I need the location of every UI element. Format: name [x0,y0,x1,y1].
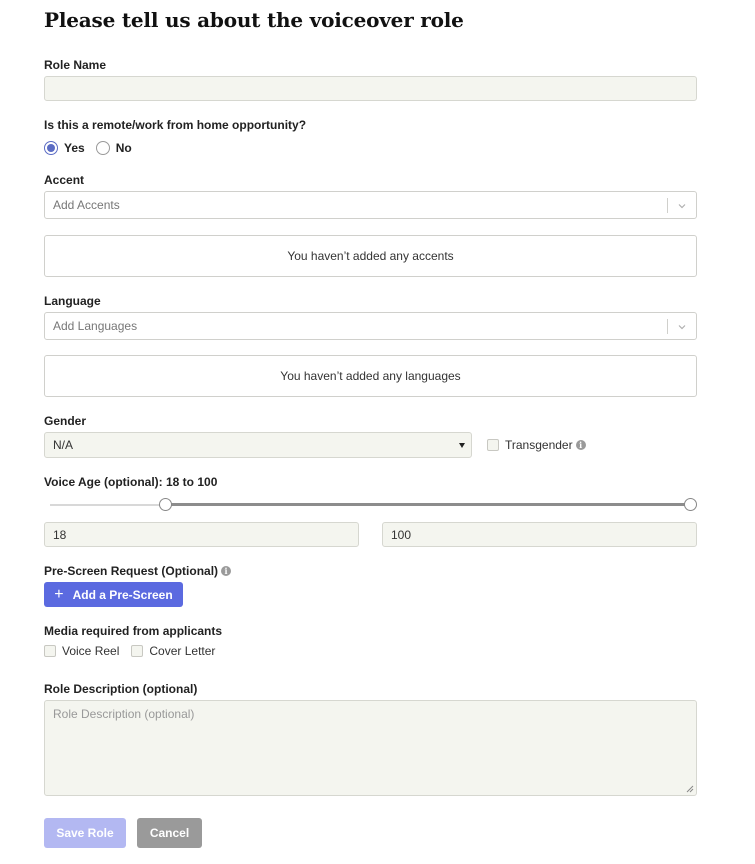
media-label: Media required from applicants [44,624,223,638]
prescreen-label: Pre-Screen Request (Optional) [44,564,219,578]
language-empty-text: You haven’t added any languages [280,369,461,383]
language-empty-state [44,355,697,397]
accent-empty-text: You haven’t added any accents [287,249,454,263]
role-name-label: Role Name [44,58,107,72]
accent-label: Accent [44,173,85,187]
prescreen-label-row [44,564,231,578]
save-role-button[interactable]: Save Role [44,818,126,848]
transgender-checkbox[interactable] [487,439,499,451]
language-placeholder: Add Languages [53,319,138,333]
role-name-input[interactable] [44,76,697,101]
page-title: Please tell us about the voiceover role [44,8,464,32]
description-placeholder: Role Description (optional) [53,707,195,721]
remote-yes-label[interactable]: Yes [64,141,85,155]
accent-select-divider [667,198,668,213]
caret-down-icon [459,443,465,448]
slider-handle-max[interactable] [684,498,697,511]
voice-age-max-input[interactable]: 100 [382,522,697,547]
transgender-option [487,438,586,452]
accent-placeholder: Add Accents [53,198,120,212]
cover-letter-checkbox[interactable] [131,645,143,657]
remote-yes-radio[interactable] [44,141,58,155]
remote-no-radio[interactable] [96,141,110,155]
role-description-textarea[interactable] [44,700,697,796]
gender-label: Gender [44,414,87,428]
language-select[interactable] [44,312,697,340]
language-label: Language [44,294,101,308]
chevron-down-icon[interactable] [676,200,688,212]
voice-reel-label[interactable]: Voice Reel [62,644,120,658]
media-options [44,644,227,658]
transgender-label[interactable]: Transgender [505,438,573,452]
info-icon[interactable]: i [576,440,586,450]
chevron-down-icon[interactable] [676,321,688,333]
remote-no-label[interactable]: No [115,141,132,155]
resize-grip-icon[interactable] [686,785,694,793]
cancel-button[interactable]: Cancel [137,818,202,848]
slider-range-fill [165,503,690,506]
add-prescreen-button[interactable] [44,582,183,607]
slider-handle-min[interactable] [159,498,172,511]
plus-icon: + [54,585,64,603]
voice-age-label: Voice Age (optional): 18 to 100 [44,475,218,489]
remote-radio-group [44,141,143,155]
remote-question-label: Is this a remote/work from home opportunity? [44,118,307,132]
accent-select[interactable] [44,191,697,219]
cover-letter-label[interactable]: Cover Letter [149,644,216,658]
info-icon[interactable]: i [221,566,231,576]
accent-empty-state [44,235,697,277]
gender-select[interactable] [44,432,472,458]
voice-reel-checkbox[interactable] [44,645,56,657]
description-label: Role Description (optional) [44,682,198,696]
voice-age-min-input[interactable]: 18 [44,522,359,547]
gender-selected-value: N/A [53,438,74,452]
add-prescreen-label: Add a Pre-Screen [72,587,173,602]
language-select-divider [667,319,668,334]
voice-age-slider[interactable] [50,498,696,512]
